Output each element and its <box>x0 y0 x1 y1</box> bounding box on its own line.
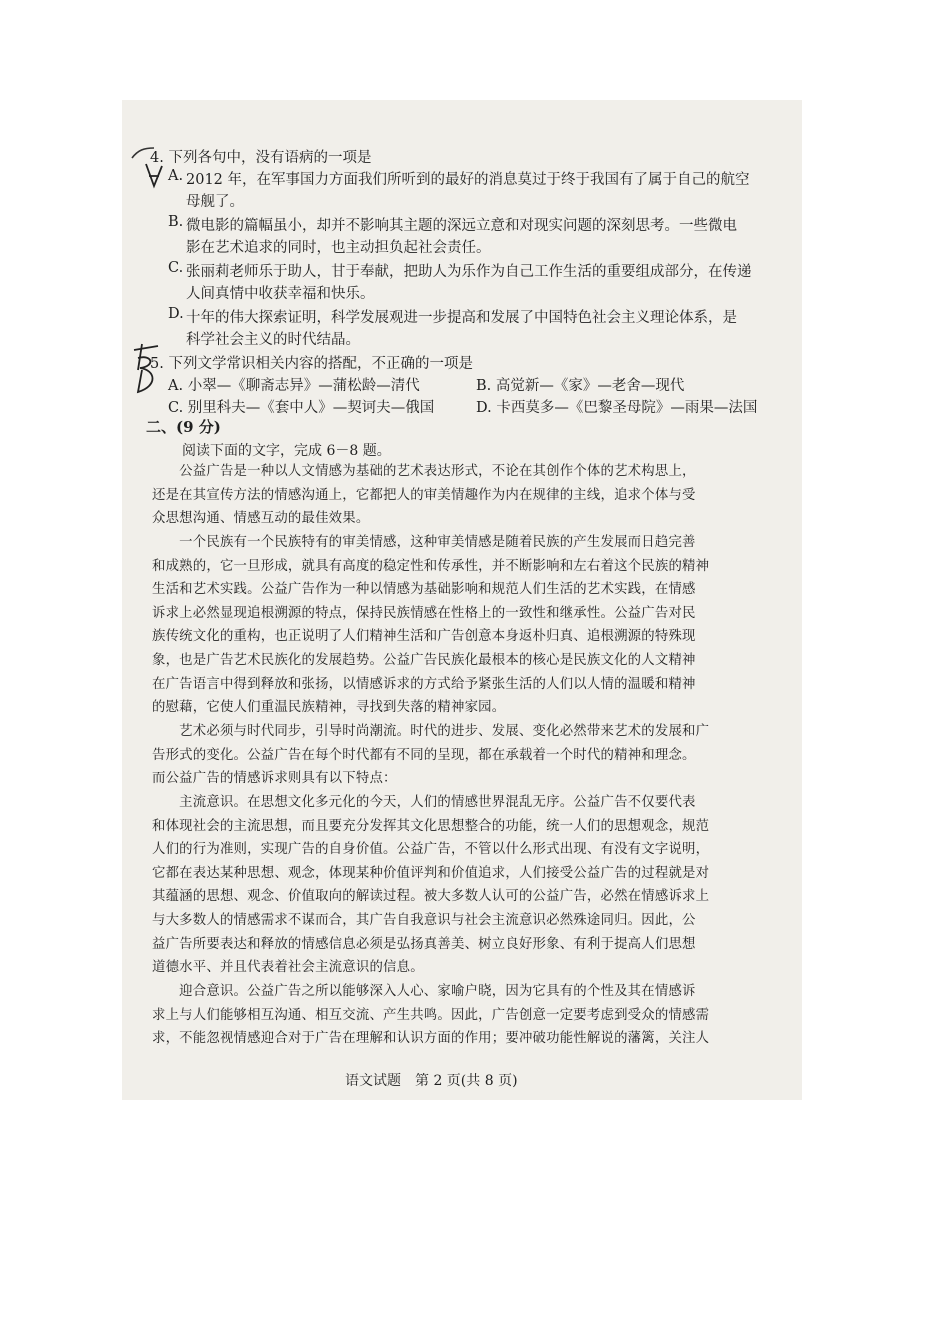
passage-line: 一个民族有一个民族特有的审美情感，这种审美情感是随着民族的产生发展而日趋完善 <box>152 535 696 550</box>
question-5-stem: 5. 下列文学常识相关内容的搭配，不正确的一项是 <box>150 356 473 372</box>
q4-option-b-letter: B. <box>168 214 184 230</box>
passage-line: 主流意识。在思想文化多元化的今天，人们的情感世界混乱无序。公益广告不仅要代表 <box>152 795 696 810</box>
q5-option-d: D. 卡西莫多—《巴黎圣母院》—雨果—法国 <box>476 400 758 416</box>
section-2-instruction: 阅读下面的文字，完成 6－8 题。 <box>182 443 391 459</box>
passage-line: 艺术必须与时代同步，引导时尚潮流。时代的进步、发展、变化必然带来艺术的发展和广 <box>152 724 710 739</box>
q4-option-b-line-2: 影在艺术追求的同时，也主动担负起社会责任。 <box>186 240 491 256</box>
q4-option-d-line-2: 科学社会主义的时代结晶。 <box>186 332 360 348</box>
passage-line: 和成熟的，它一旦形成，就具有高度的稳定性和传承性，并不断影响和左右着这个民族的精神 <box>152 558 710 574</box>
passage-line: 还是在其宣传方法的情感沟通上，它都把人的审美情趣作为内在规律的主线，追求个体与受 <box>152 487 696 503</box>
passage-line: 求上与人们能够相互沟通、相互交流、产生共鸣。因此，广告创意一定要考虑到受众的情感需 <box>152 1007 710 1023</box>
q5-option-a: A. 小翠—《聊斋志异》—蒲松龄—清代 <box>168 378 420 394</box>
passage-line: 生活和艺术实践。公益广告作为一种以情感为基础影响和规范人们生活的艺术实践，在情感 <box>152 582 696 598</box>
q4-option-a-line-1: 2012 年，在军事国力方面我们所听到的最好的消息莫过于终于我国有了属于自己的航空 <box>186 172 750 188</box>
q4-option-b-line-1: 微电影的篇幅虽小，却并不影响其主题的深远立意和对现实问题的深刻思考。一些微电 <box>186 218 737 234</box>
q4-option-c-line-1: 张丽莉老师乐于助人，甘于奉献，把助人为乐作为自己工作生活的重要组成部分，在传递 <box>186 264 752 280</box>
q4-option-a-letter: A. <box>168 168 184 184</box>
passage-line: 在广告语言中得到释放和张扬，以情感诉求的方式给予紧张生活的人们以人情的温暖和精神 <box>152 676 696 692</box>
q4-option-d-letter: D. <box>168 306 184 322</box>
passage-line: 道德水平、并且代表着社会主流意识的信息。 <box>152 960 424 976</box>
page-footer: 语文试题 第 2 页(共 8 页) <box>345 1073 518 1089</box>
q4-option-d-line-1: 十年的伟大探索证明，科学发展观进一步提高和发展了中国特色社会主义理论体系，是 <box>186 310 737 326</box>
q5-option-b: B. 高觉新—《家》—老舍—现代 <box>476 378 685 394</box>
passage-paragraph-4 <box>152 791 792 980</box>
passage-line: 求，不能忽视情感迎合对于广告在理解和认识方面的作用；要冲破功能性解说的藩篱，关注人 <box>152 1031 710 1047</box>
passage-line: 其蕴涵的思想、观念、价值取向的解读过程。被大多数人认可的公益广告，必然在情感诉求上 <box>152 889 710 905</box>
passage-line: 与大多数人的情感需求不谋而合，其广告自我意识与社会主流意识必然殊途同归。因此，公 <box>152 912 696 928</box>
passage-line: 众思想沟通、情感互动的最佳效果。 <box>152 511 370 527</box>
passage-line: 告形式的变化。公益广告在每个时代都有不同的呈现，都在承载着一个时代的精神和理念。 <box>152 747 696 763</box>
passage-paragraph-3 <box>152 720 792 791</box>
q4-option-c-line-2: 人间真情中收获幸福和快乐。 <box>186 286 375 302</box>
passage-paragraph-1 <box>152 460 792 531</box>
question-4-stem: 4. 下列各句中，没有语病的一项是 <box>150 150 372 166</box>
passage-line: 迎合意识。公益广告之所以能够深入人心、家喻户晓，因为它具有的个性及其在情感诉 <box>152 984 696 999</box>
passage-line: 人们的行为准则，实现广告的自身价值。公益广告，不管以什么形式出现、有没有文字说明， <box>152 842 710 858</box>
passage-line: 公益广告是一种以人文情感为基础的艺术表达形式，不论在其创作个体的艺术构思上， <box>152 464 696 479</box>
passage-line: 而公益广告的情感诉求则具有以下特点： <box>152 771 397 787</box>
passage-line: 象，也是广告艺术民族化的发展趋势。公益广告民族化最根本的核心是民族文化的人文精神 <box>152 652 696 668</box>
passage-line: 和体现社会的主流思想，而且要充分发挥其文化思想整合的功能，统一人们的思想观念，规范 <box>152 818 710 834</box>
passage-line: 益广告所要表达和释放的情感信息必须是弘扬真善美、树立良好形象、有利于提高人们思想 <box>152 936 696 952</box>
passage-paragraph-5 <box>152 980 792 1051</box>
q5-option-c: C. 别里科夫—《套中人》—契诃夫—俄国 <box>168 400 435 416</box>
passage-line: 的慰藉，它使人们重温民族精神，寻找到失落的精神家园。 <box>152 700 506 716</box>
passage-line: 诉求上必然显现追根溯源的特点，保持民族情感在性格上的一致性和继承性。公益广告对民 <box>152 605 696 621</box>
passage-line: 它都在表达某种思想、观念，体现某种价值评判和价值追求，人们接受公益广告的过程就是对 <box>152 865 710 881</box>
passage-line: 族传统文化的重构，也正说明了人们精神生活和广告创意本身返朴归真、追根溯源的特殊现 <box>152 629 696 645</box>
q4-option-c-letter: C. <box>168 260 184 276</box>
passage-paragraph-2 <box>152 531 792 720</box>
q4-option-a-line-2: 母舰了。 <box>186 194 244 210</box>
section-2-heading: 二、(9 分) <box>146 418 221 436</box>
